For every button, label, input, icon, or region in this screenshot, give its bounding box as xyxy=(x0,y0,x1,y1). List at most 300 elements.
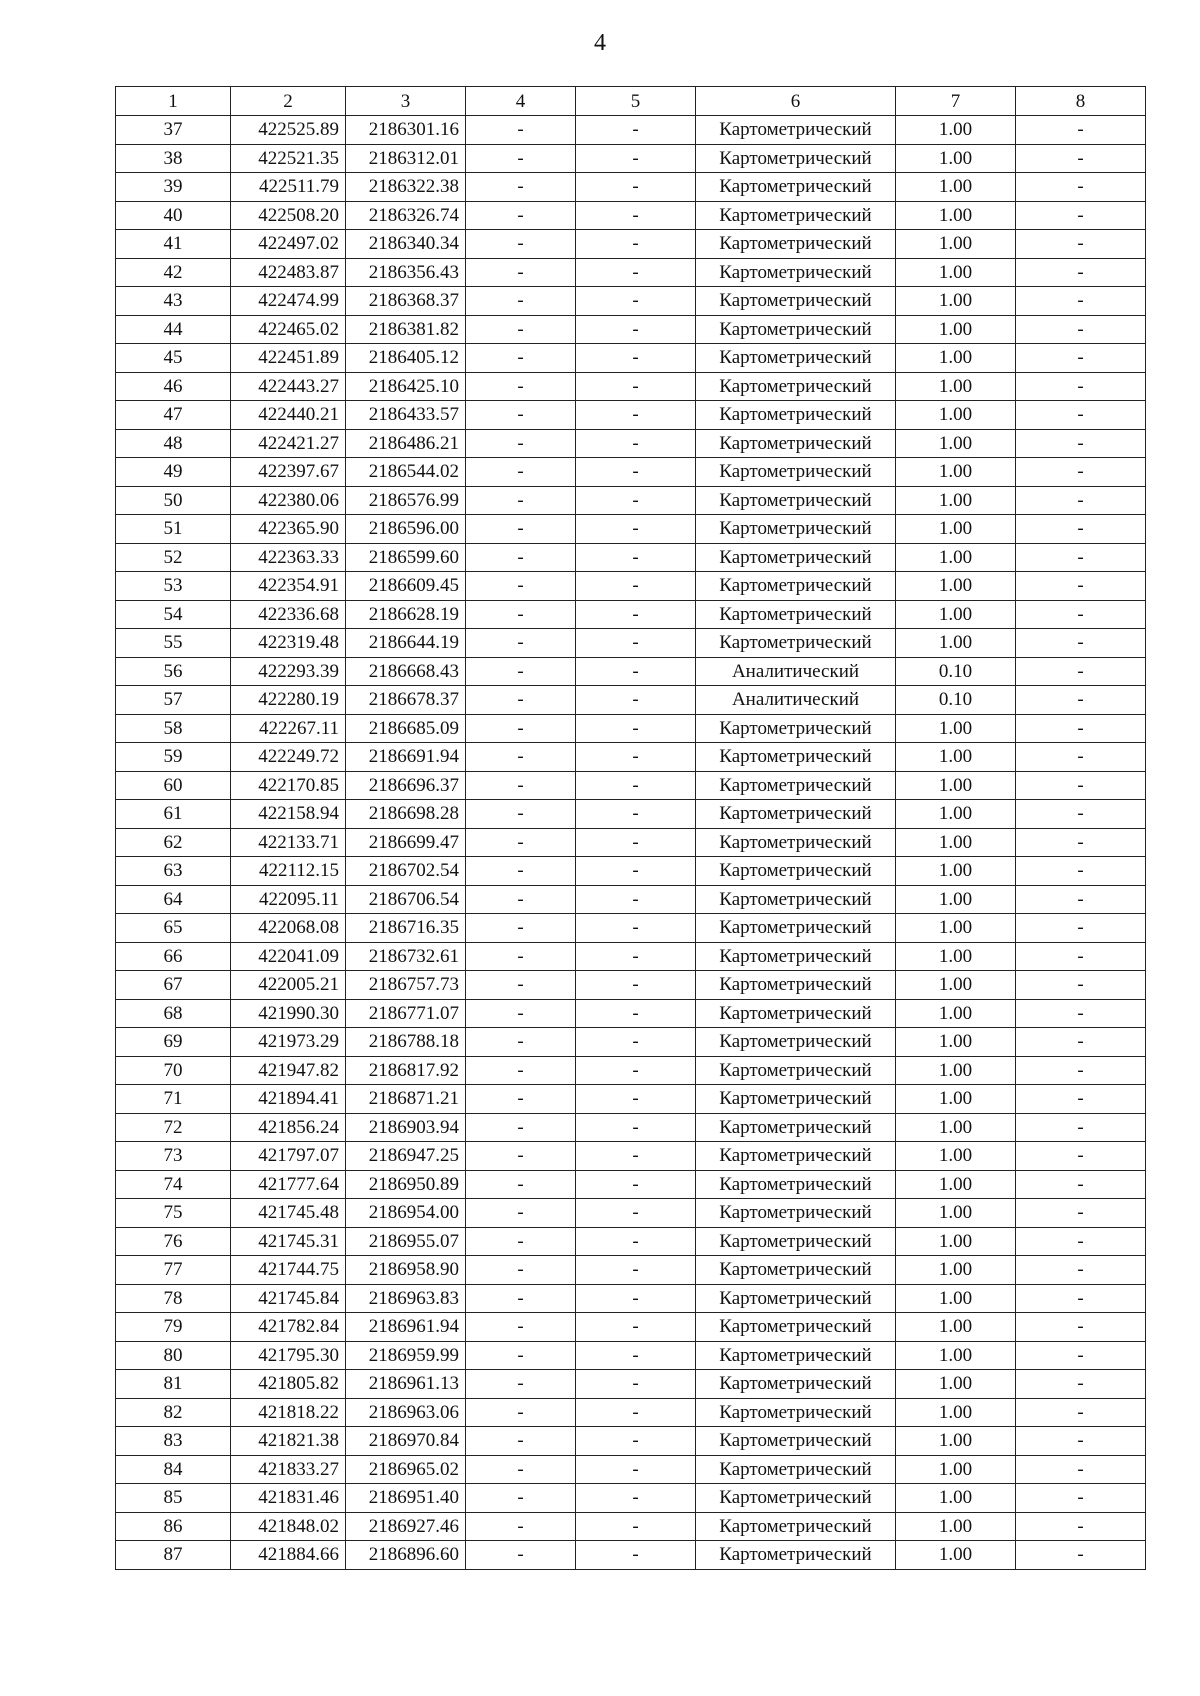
method-cell: Картометрический xyxy=(696,344,896,373)
col5-cell: - xyxy=(576,201,696,230)
point-number-cell: 59 xyxy=(116,743,231,772)
col4-cell: - xyxy=(466,1227,576,1256)
table-row xyxy=(116,116,1146,145)
col8-cell: - xyxy=(1016,714,1146,743)
table-row xyxy=(116,1541,1146,1570)
accuracy-cell: 1.00 xyxy=(896,828,1016,857)
x-coordinate-cell: 421745.31 xyxy=(231,1227,346,1256)
point-number-cell: 79 xyxy=(116,1313,231,1342)
col5-cell: - xyxy=(576,1341,696,1370)
method-cell: Картометрический xyxy=(696,258,896,287)
col5-cell: - xyxy=(576,1313,696,1342)
col8-cell: - xyxy=(1016,657,1146,686)
col5-cell: - xyxy=(576,1199,696,1228)
accuracy-cell: 0.10 xyxy=(896,657,1016,686)
method-cell: Картометрический xyxy=(696,486,896,515)
col5-cell: - xyxy=(576,942,696,971)
method-cell: Картометрический xyxy=(696,515,896,544)
x-coordinate-cell: 422525.89 xyxy=(231,116,346,145)
col8-cell: - xyxy=(1016,1227,1146,1256)
col8-cell: - xyxy=(1016,258,1146,287)
point-number-cell: 69 xyxy=(116,1028,231,1057)
accuracy-cell: 1.00 xyxy=(896,486,1016,515)
x-coordinate-cell: 421848.02 xyxy=(231,1512,346,1541)
method-cell: Картометрический xyxy=(696,1199,896,1228)
col5-cell: - xyxy=(576,1398,696,1427)
point-number-cell: 73 xyxy=(116,1142,231,1171)
method-cell: Картометрический xyxy=(696,828,896,857)
accuracy-cell: 1.00 xyxy=(896,372,1016,401)
method-cell: Картометрический xyxy=(696,1085,896,1114)
col8-cell: - xyxy=(1016,1370,1146,1399)
point-number-cell: 45 xyxy=(116,344,231,373)
col8-cell: - xyxy=(1016,1455,1146,1484)
col5-cell: - xyxy=(576,885,696,914)
col4-cell: - xyxy=(466,600,576,629)
x-coordinate-cell: 422336.68 xyxy=(231,600,346,629)
col8-cell: - xyxy=(1016,686,1146,715)
col4-cell: - xyxy=(466,1398,576,1427)
point-number-cell: 55 xyxy=(116,629,231,658)
accuracy-cell: 1.00 xyxy=(896,1142,1016,1171)
table-row xyxy=(116,600,1146,629)
method-cell: Картометрический xyxy=(696,1170,896,1199)
x-coordinate-cell: 422421.27 xyxy=(231,429,346,458)
col4-cell: - xyxy=(466,1541,576,1570)
table-row xyxy=(116,657,1146,686)
method-cell: Картометрический xyxy=(696,1512,896,1541)
col4-cell: - xyxy=(466,258,576,287)
accuracy-cell: 1.00 xyxy=(896,714,1016,743)
accuracy-cell: 1.00 xyxy=(896,173,1016,202)
col4-cell: - xyxy=(466,116,576,145)
table-row xyxy=(116,1512,1146,1541)
accuracy-cell: 1.00 xyxy=(896,1056,1016,1085)
table-row xyxy=(116,1227,1146,1256)
x-coordinate-cell: 421795.30 xyxy=(231,1341,346,1370)
y-coordinate-cell: 2186817.92 xyxy=(346,1056,466,1085)
x-coordinate-cell: 421777.64 xyxy=(231,1170,346,1199)
y-coordinate-cell: 2186757.73 xyxy=(346,971,466,1000)
x-coordinate-cell: 421833.27 xyxy=(231,1455,346,1484)
accuracy-cell: 1.00 xyxy=(896,315,1016,344)
x-coordinate-cell: 422095.11 xyxy=(231,885,346,914)
method-cell: Картометрический xyxy=(696,971,896,1000)
point-number-cell: 66 xyxy=(116,942,231,971)
accuracy-cell: 1.00 xyxy=(896,429,1016,458)
point-number-cell: 84 xyxy=(116,1455,231,1484)
y-coordinate-cell: 2186599.60 xyxy=(346,543,466,572)
method-cell: Картометрический xyxy=(696,857,896,886)
column-header: 7 xyxy=(896,87,1016,116)
y-coordinate-cell: 2186486.21 xyxy=(346,429,466,458)
col8-cell: - xyxy=(1016,344,1146,373)
col8-cell: - xyxy=(1016,629,1146,658)
point-number-cell: 41 xyxy=(116,230,231,259)
table-row xyxy=(116,572,1146,601)
table-row xyxy=(116,1170,1146,1199)
col8-cell: - xyxy=(1016,429,1146,458)
col4-cell: - xyxy=(466,1512,576,1541)
x-coordinate-cell: 421856.24 xyxy=(231,1113,346,1142)
table-row xyxy=(116,1085,1146,1114)
table-row xyxy=(116,1056,1146,1085)
y-coordinate-cell: 2186322.38 xyxy=(346,173,466,202)
method-cell: Картометрический xyxy=(696,1142,896,1171)
col4-cell: - xyxy=(466,999,576,1028)
x-coordinate-cell: 422497.02 xyxy=(231,230,346,259)
method-cell: Картометрический xyxy=(696,1256,896,1285)
col5-cell: - xyxy=(576,1484,696,1513)
col4-cell: - xyxy=(466,1256,576,1285)
col4-cell: - xyxy=(466,1199,576,1228)
y-coordinate-cell: 2186963.06 xyxy=(346,1398,466,1427)
y-coordinate-cell: 2186628.19 xyxy=(346,600,466,629)
y-coordinate-cell: 2186959.99 xyxy=(346,1341,466,1370)
y-coordinate-cell: 2186678.37 xyxy=(346,686,466,715)
x-coordinate-cell: 421745.84 xyxy=(231,1284,346,1313)
point-number-cell: 61 xyxy=(116,800,231,829)
col4-cell: - xyxy=(466,201,576,230)
accuracy-cell: 1.00 xyxy=(896,771,1016,800)
col5-cell: - xyxy=(576,800,696,829)
col4-cell: - xyxy=(466,828,576,857)
table-row xyxy=(116,999,1146,1028)
col5-cell: - xyxy=(576,743,696,772)
accuracy-cell: 1.00 xyxy=(896,1227,1016,1256)
table-row xyxy=(116,942,1146,971)
x-coordinate-cell: 422365.90 xyxy=(231,515,346,544)
x-coordinate-cell: 422041.09 xyxy=(231,942,346,971)
y-coordinate-cell: 2186326.74 xyxy=(346,201,466,230)
method-cell: Картометрический xyxy=(696,1370,896,1399)
y-coordinate-cell: 2186576.99 xyxy=(346,486,466,515)
point-number-cell: 85 xyxy=(116,1484,231,1513)
y-coordinate-cell: 2186961.13 xyxy=(346,1370,466,1399)
col4-cell: - xyxy=(466,1427,576,1456)
method-cell: Картометрический xyxy=(696,800,896,829)
point-number-cell: 86 xyxy=(116,1512,231,1541)
point-number-cell: 74 xyxy=(116,1170,231,1199)
y-coordinate-cell: 2186340.34 xyxy=(346,230,466,259)
col8-cell: - xyxy=(1016,1512,1146,1541)
point-number-cell: 52 xyxy=(116,543,231,572)
col4-cell: - xyxy=(466,914,576,943)
table-row xyxy=(116,1398,1146,1427)
col8-cell: - xyxy=(1016,486,1146,515)
y-coordinate-cell: 2186706.54 xyxy=(346,885,466,914)
x-coordinate-cell: 422170.85 xyxy=(231,771,346,800)
x-coordinate-cell: 421744.75 xyxy=(231,1256,346,1285)
point-number-cell: 82 xyxy=(116,1398,231,1427)
col5-cell: - xyxy=(576,1227,696,1256)
col4-cell: - xyxy=(466,629,576,658)
col4-cell: - xyxy=(466,1085,576,1114)
col5-cell: - xyxy=(576,1370,696,1399)
method-cell: Картометрический xyxy=(696,1313,896,1342)
x-coordinate-cell: 421973.29 xyxy=(231,1028,346,1057)
col4-cell: - xyxy=(466,515,576,544)
col8-cell: - xyxy=(1016,800,1146,829)
col8-cell: - xyxy=(1016,1427,1146,1456)
table-row xyxy=(116,714,1146,743)
accuracy-cell: 1.00 xyxy=(896,201,1016,230)
col4-cell: - xyxy=(466,486,576,515)
y-coordinate-cell: 2186381.82 xyxy=(346,315,466,344)
y-coordinate-cell: 2186955.07 xyxy=(346,1227,466,1256)
method-cell: Аналитический xyxy=(696,657,896,686)
col5-cell: - xyxy=(576,1256,696,1285)
table-row xyxy=(116,800,1146,829)
col4-cell: - xyxy=(466,1028,576,1057)
coordinates-table xyxy=(115,86,1146,1570)
table-row xyxy=(116,857,1146,886)
col8-cell: - xyxy=(1016,1313,1146,1342)
y-coordinate-cell: 2186696.37 xyxy=(346,771,466,800)
y-coordinate-cell: 2186950.89 xyxy=(346,1170,466,1199)
table-row xyxy=(116,258,1146,287)
accuracy-cell: 1.00 xyxy=(896,971,1016,1000)
point-number-cell: 50 xyxy=(116,486,231,515)
method-cell: Картометрический xyxy=(696,914,896,943)
accuracy-cell: 1.00 xyxy=(896,800,1016,829)
table-row xyxy=(116,458,1146,487)
point-number-cell: 76 xyxy=(116,1227,231,1256)
col5-cell: - xyxy=(576,1142,696,1171)
col8-cell: - xyxy=(1016,401,1146,430)
x-coordinate-cell: 422005.21 xyxy=(231,971,346,1000)
col4-cell: - xyxy=(466,942,576,971)
col4-cell: - xyxy=(466,1455,576,1484)
y-coordinate-cell: 2186702.54 xyxy=(346,857,466,886)
col5-cell: - xyxy=(576,686,696,715)
accuracy-cell: 1.00 xyxy=(896,287,1016,316)
column-header: 3 xyxy=(346,87,466,116)
column-header: 2 xyxy=(231,87,346,116)
col5-cell: - xyxy=(576,857,696,886)
method-cell: Картометрический xyxy=(696,1541,896,1570)
x-coordinate-cell: 422511.79 xyxy=(231,173,346,202)
point-number-cell: 68 xyxy=(116,999,231,1028)
col4-cell: - xyxy=(466,230,576,259)
method-cell: Картометрический xyxy=(696,600,896,629)
point-number-cell: 43 xyxy=(116,287,231,316)
method-cell: Картометрический xyxy=(696,1284,896,1313)
col5-cell: - xyxy=(576,657,696,686)
accuracy-cell: 1.00 xyxy=(896,458,1016,487)
method-cell: Картометрический xyxy=(696,1056,896,1085)
method-cell: Картометрический xyxy=(696,1455,896,1484)
col8-cell: - xyxy=(1016,971,1146,1000)
accuracy-cell: 1.00 xyxy=(896,1427,1016,1456)
y-coordinate-cell: 2186947.25 xyxy=(346,1142,466,1171)
point-number-cell: 42 xyxy=(116,258,231,287)
col5-cell: - xyxy=(576,1028,696,1057)
point-number-cell: 37 xyxy=(116,116,231,145)
col8-cell: - xyxy=(1016,914,1146,943)
x-coordinate-cell: 422319.48 xyxy=(231,629,346,658)
method-cell: Картометрический xyxy=(696,1427,896,1456)
y-coordinate-cell: 2186965.02 xyxy=(346,1455,466,1484)
method-cell: Картометрический xyxy=(696,942,896,971)
point-number-cell: 47 xyxy=(116,401,231,430)
col5-cell: - xyxy=(576,1427,696,1456)
accuracy-cell: 1.00 xyxy=(896,629,1016,658)
col4-cell: - xyxy=(466,372,576,401)
method-cell: Картометрический xyxy=(696,144,896,173)
y-coordinate-cell: 2186732.61 xyxy=(346,942,466,971)
table-row xyxy=(116,543,1146,572)
col8-cell: - xyxy=(1016,201,1146,230)
table-row xyxy=(116,1484,1146,1513)
method-cell: Картометрический xyxy=(696,458,896,487)
accuracy-cell: 1.00 xyxy=(896,743,1016,772)
point-number-cell: 58 xyxy=(116,714,231,743)
method-cell: Аналитический xyxy=(696,686,896,715)
col5-cell: - xyxy=(576,258,696,287)
y-coordinate-cell: 2186691.94 xyxy=(346,743,466,772)
x-coordinate-cell: 422133.71 xyxy=(231,828,346,857)
col8-cell: - xyxy=(1016,458,1146,487)
y-coordinate-cell: 2186699.47 xyxy=(346,828,466,857)
table-row xyxy=(116,629,1146,658)
accuracy-cell: 1.00 xyxy=(896,1398,1016,1427)
accuracy-cell: 1.00 xyxy=(896,1455,1016,1484)
y-coordinate-cell: 2186927.46 xyxy=(346,1512,466,1541)
col8-cell: - xyxy=(1016,1484,1146,1513)
method-cell: Картометрический xyxy=(696,287,896,316)
y-coordinate-cell: 2186771.07 xyxy=(346,999,466,1028)
y-coordinate-cell: 2186685.09 xyxy=(346,714,466,743)
x-coordinate-cell: 422280.19 xyxy=(231,686,346,715)
table-row xyxy=(116,1113,1146,1142)
x-coordinate-cell: 421821.38 xyxy=(231,1427,346,1456)
point-number-cell: 63 xyxy=(116,857,231,886)
y-coordinate-cell: 2186544.02 xyxy=(346,458,466,487)
accuracy-cell: 1.00 xyxy=(896,116,1016,145)
col5-cell: - xyxy=(576,1170,696,1199)
x-coordinate-cell: 422443.27 xyxy=(231,372,346,401)
point-number-cell: 67 xyxy=(116,971,231,1000)
col8-cell: - xyxy=(1016,600,1146,629)
y-coordinate-cell: 2186970.84 xyxy=(346,1427,466,1456)
x-coordinate-cell: 422451.89 xyxy=(231,344,346,373)
method-cell: Картометрический xyxy=(696,572,896,601)
table-row xyxy=(116,144,1146,173)
x-coordinate-cell: 421990.30 xyxy=(231,999,346,1028)
accuracy-cell: 1.00 xyxy=(896,144,1016,173)
method-cell: Картометрический xyxy=(696,1227,896,1256)
column-header: 6 xyxy=(696,87,896,116)
column-header: 8 xyxy=(1016,87,1146,116)
table-row xyxy=(116,401,1146,430)
column-header: 5 xyxy=(576,87,696,116)
col8-cell: - xyxy=(1016,1085,1146,1114)
point-number-cell: 65 xyxy=(116,914,231,943)
table-row xyxy=(116,828,1146,857)
col4-cell: - xyxy=(466,287,576,316)
table-body xyxy=(116,116,1146,1570)
y-coordinate-cell: 2186951.40 xyxy=(346,1484,466,1513)
col4-cell: - xyxy=(466,572,576,601)
method-cell: Картометрический xyxy=(696,201,896,230)
col5-cell: - xyxy=(576,629,696,658)
col8-cell: - xyxy=(1016,771,1146,800)
table-row xyxy=(116,1313,1146,1342)
table-row xyxy=(116,287,1146,316)
x-coordinate-cell: 421782.84 xyxy=(231,1313,346,1342)
accuracy-cell: 1.00 xyxy=(896,1170,1016,1199)
col4-cell: - xyxy=(466,885,576,914)
x-coordinate-cell: 422508.20 xyxy=(231,201,346,230)
table-row xyxy=(116,372,1146,401)
col8-cell: - xyxy=(1016,1113,1146,1142)
accuracy-cell: 1.00 xyxy=(896,1028,1016,1057)
col4-cell: - xyxy=(466,857,576,886)
col4-cell: - xyxy=(466,1284,576,1313)
col4-cell: - xyxy=(466,458,576,487)
table-row xyxy=(116,201,1146,230)
accuracy-cell: 1.00 xyxy=(896,942,1016,971)
point-number-cell: 38 xyxy=(116,144,231,173)
col8-cell: - xyxy=(1016,543,1146,572)
col8-cell: - xyxy=(1016,1541,1146,1570)
col4-cell: - xyxy=(466,743,576,772)
col5-cell: - xyxy=(576,1085,696,1114)
table-row xyxy=(116,743,1146,772)
accuracy-cell: 1.00 xyxy=(896,1284,1016,1313)
col5-cell: - xyxy=(576,230,696,259)
x-coordinate-cell: 422068.08 xyxy=(231,914,346,943)
col5-cell: - xyxy=(576,572,696,601)
col4-cell: - xyxy=(466,1484,576,1513)
method-cell: Картометрический xyxy=(696,315,896,344)
column-header: 4 xyxy=(466,87,576,116)
point-number-cell: 70 xyxy=(116,1056,231,1085)
point-number-cell: 87 xyxy=(116,1541,231,1570)
accuracy-cell: 1.00 xyxy=(896,543,1016,572)
col8-cell: - xyxy=(1016,1256,1146,1285)
x-coordinate-cell: 422293.39 xyxy=(231,657,346,686)
method-cell: Картометрический xyxy=(696,714,896,743)
col5-cell: - xyxy=(576,344,696,373)
col4-cell: - xyxy=(466,1056,576,1085)
point-number-cell: 71 xyxy=(116,1085,231,1114)
accuracy-cell: 1.00 xyxy=(896,1313,1016,1342)
accuracy-cell: 1.00 xyxy=(896,1341,1016,1370)
table-row xyxy=(116,771,1146,800)
col8-cell: - xyxy=(1016,372,1146,401)
col4-cell: - xyxy=(466,971,576,1000)
col5-cell: - xyxy=(576,999,696,1028)
x-coordinate-cell: 421831.46 xyxy=(231,1484,346,1513)
x-coordinate-cell: 422158.94 xyxy=(231,800,346,829)
col5-cell: - xyxy=(576,771,696,800)
method-cell: Картометрический xyxy=(696,1341,896,1370)
method-cell: Картометрический xyxy=(696,743,896,772)
col4-cell: - xyxy=(466,315,576,344)
method-cell: Картометрический xyxy=(696,629,896,658)
page-number: 4 xyxy=(594,30,606,56)
accuracy-cell: 1.00 xyxy=(896,1113,1016,1142)
point-number-cell: 53 xyxy=(116,572,231,601)
col5-cell: - xyxy=(576,372,696,401)
col8-cell: - xyxy=(1016,287,1146,316)
col5-cell: - xyxy=(576,144,696,173)
table-row xyxy=(116,1142,1146,1171)
table-row xyxy=(116,429,1146,458)
col5-cell: - xyxy=(576,1284,696,1313)
